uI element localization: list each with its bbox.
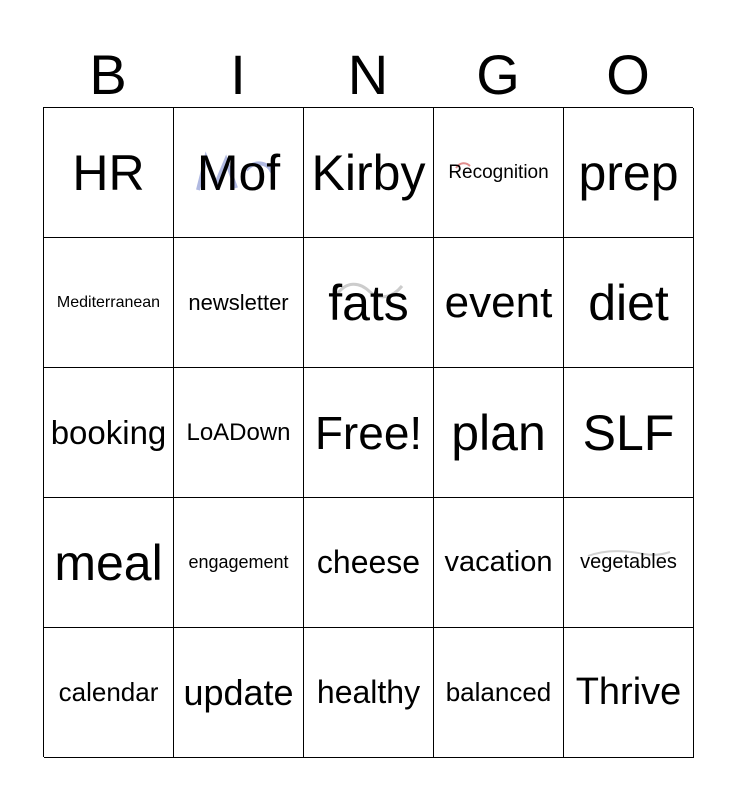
bingo-cell-r2c2[interactable] (304, 368, 434, 498)
bingo-cell-r3c2[interactable] (304, 498, 434, 628)
cell-label: booking (50, 413, 167, 451)
bingo-cell-r0c4[interactable] (564, 108, 694, 238)
header-letter-i: I (230, 43, 246, 106)
cell-label: SLF (582, 404, 675, 461)
bingo-cell-r1c2[interactable] (304, 238, 434, 368)
bingo-cell-r0c2[interactable] (304, 108, 434, 238)
bingo-cell-r1c4[interactable] (564, 238, 694, 368)
cell-label: calendar (58, 677, 159, 707)
cell-label: plan (451, 404, 546, 461)
cell-label: LoADown (186, 418, 291, 446)
bingo-cell-r4c4[interactable] (564, 628, 694, 758)
bingo-cell-r0c1[interactable] (174, 108, 304, 238)
cell-label: vegetables (580, 551, 677, 573)
bingo-cell-r1c1[interactable] (174, 238, 304, 368)
bingo-cell-r2c4[interactable] (564, 368, 694, 498)
cell-label: engagement (188, 552, 289, 572)
cell-label: prep (578, 144, 679, 201)
cell-label: update (183, 671, 294, 713)
cell-label: vacation (444, 546, 553, 578)
cell-label: Free! (314, 406, 423, 459)
bingo-cell-r0c0[interactable] (44, 108, 174, 238)
bingo-cell-r2c1[interactable] (174, 368, 304, 498)
bingo-card-grid (43, 107, 693, 757)
bingo-header (43, 44, 693, 106)
bingo-cell-r2c0[interactable] (44, 368, 174, 498)
bingo-cell-r2c3[interactable] (434, 368, 564, 498)
cell-label: healthy (316, 674, 421, 710)
cell-label: HR (72, 144, 145, 201)
cell-label: Recognition (448, 161, 549, 183)
cell-label: Mof (196, 144, 281, 201)
bingo-cell-r3c4[interactable] (564, 498, 694, 628)
bingo-cell-r4c2[interactable] (304, 628, 434, 758)
bingo-cell-r4c3[interactable] (434, 628, 564, 758)
bingo-cell-r4c1[interactable] (174, 628, 304, 758)
bingo-cell-r1c0[interactable] (44, 238, 174, 368)
cell-label: meal (54, 534, 163, 591)
cell-label: fats (328, 274, 409, 331)
bingo-cell-r3c0[interactable] (44, 498, 174, 628)
header-letter-n: N (347, 43, 389, 106)
cell-label: newsletter (188, 289, 289, 315)
cell-label: Mediterranean (56, 293, 161, 311)
bingo-cell-r3c3[interactable] (434, 498, 564, 628)
cell-label: cheese (316, 544, 421, 580)
bingo-cell-r0c3[interactable] (434, 108, 564, 238)
cell-label: Thrive (575, 671, 682, 713)
bingo-cell-r1c3[interactable] (434, 238, 564, 368)
header-letter-g: G (476, 43, 520, 106)
header-letter-o: O (606, 43, 650, 106)
bingo-cell-r4c0[interactable] (44, 628, 174, 758)
header-letter-b: B (89, 43, 127, 106)
cell-label: diet (588, 274, 669, 331)
cell-label: Kirby (311, 144, 426, 201)
bingo-cell-r3c1[interactable] (174, 498, 304, 628)
cell-label: balanced (445, 677, 552, 707)
cell-label: event (444, 277, 553, 327)
